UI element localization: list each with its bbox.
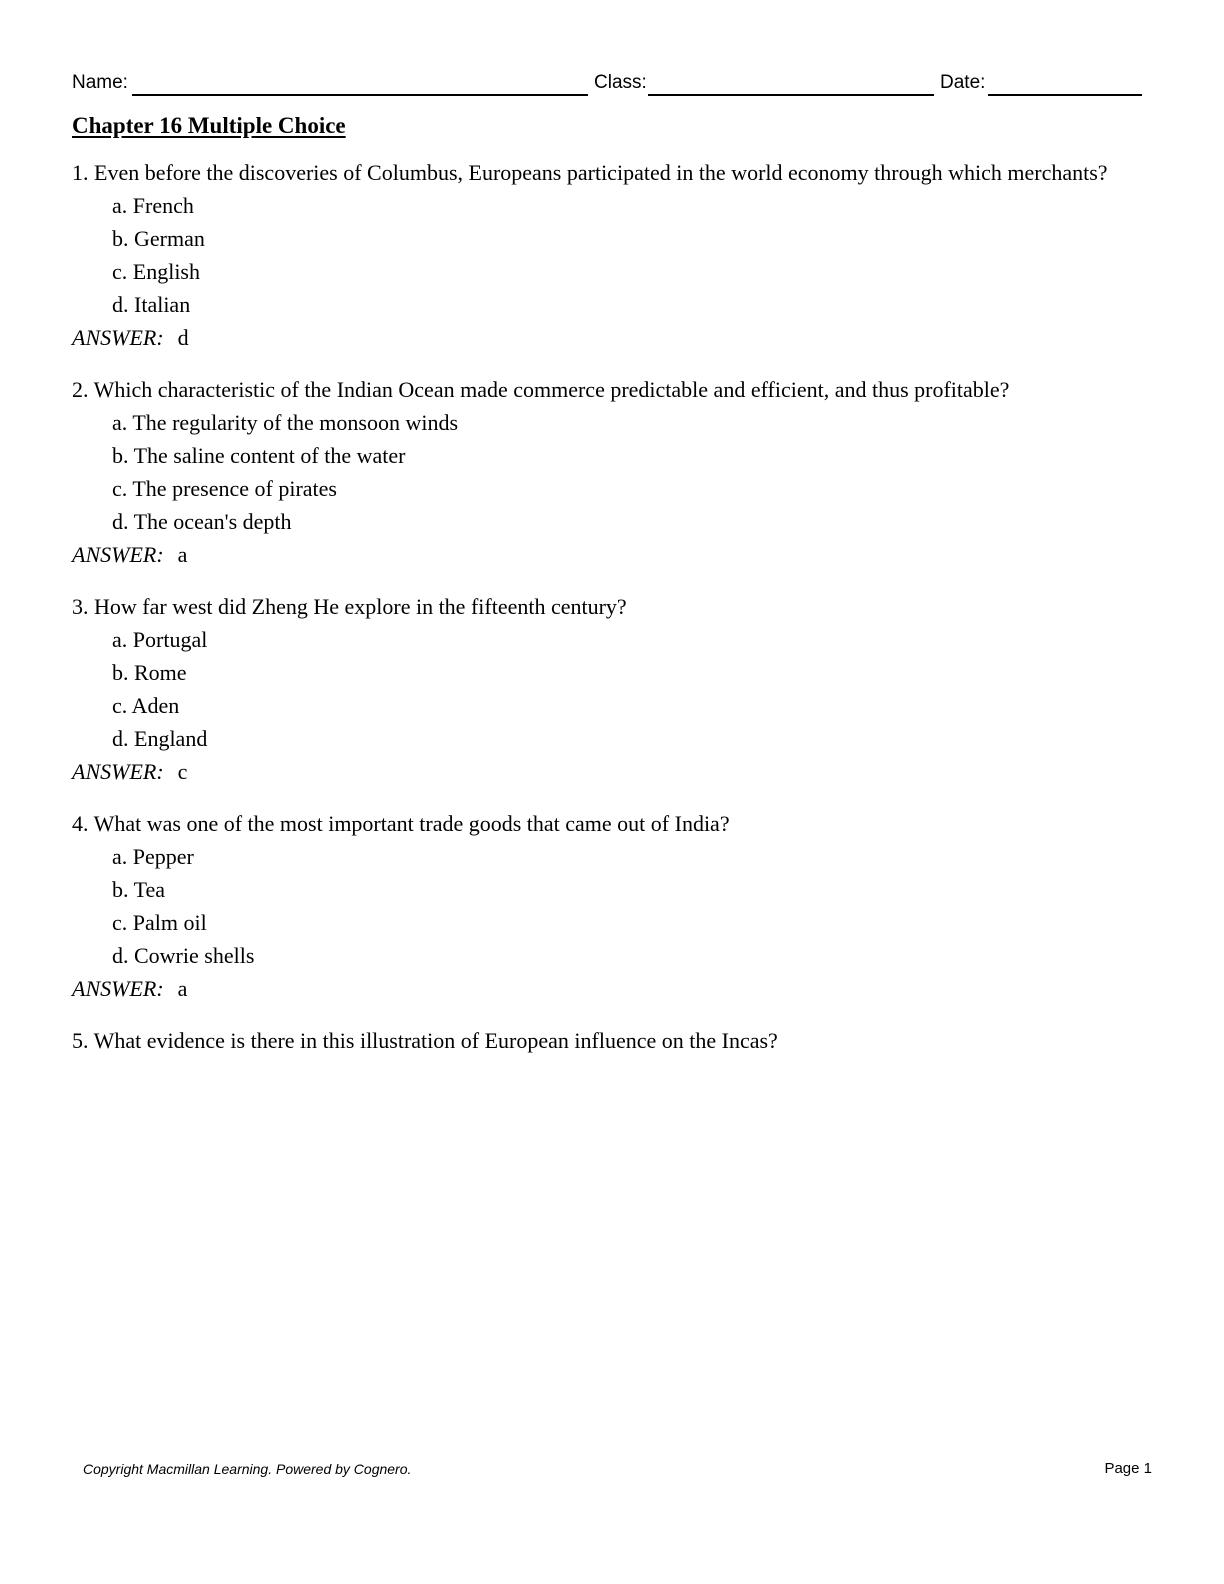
answer-label: ANSWER: xyxy=(72,759,164,784)
answer-option: d. England xyxy=(112,726,208,751)
answer-option: b. Tea xyxy=(112,877,166,902)
answer-line xyxy=(72,538,1144,571)
name-blank-line xyxy=(132,94,588,96)
answer-option: c. The presence of pirates xyxy=(112,476,337,501)
answer-option: c. Palm oil xyxy=(112,910,207,935)
question-list xyxy=(72,159,1144,1077)
answer-option: b. Rome xyxy=(112,660,187,685)
student-info-header xyxy=(72,70,1144,98)
answer-value: a xyxy=(177,542,188,567)
question-block xyxy=(72,1027,1144,1055)
answer-option: b. The saline content of the water xyxy=(112,443,406,468)
answer-label: ANSWER: xyxy=(72,542,164,567)
answer-option: c. Aden xyxy=(112,693,180,718)
answer-line xyxy=(72,321,1144,354)
question-block xyxy=(72,810,1144,1005)
question-text: 3. How far west did Zheng He explore in the fifteenth century? xyxy=(72,594,627,619)
answer-option: c. English xyxy=(112,259,200,284)
page-number: Page 1 xyxy=(1104,1460,1152,1477)
option-list xyxy=(72,406,1144,538)
answer-label: ANSWER: xyxy=(72,325,164,350)
date-label: Date: xyxy=(940,72,986,93)
option-list xyxy=(72,623,1144,755)
question-block xyxy=(72,159,1144,354)
answer-option: b. German xyxy=(112,226,205,251)
copyright-footer: Copyright Macmillan Learning. Powered by Cognero. xyxy=(83,1461,412,1477)
class-blank-line xyxy=(648,94,934,96)
answer-line xyxy=(72,755,1144,788)
answer-option: d. Italian xyxy=(112,292,191,317)
answer-label: ANSWER: xyxy=(72,976,164,1001)
question-text: 2. Which characteristic of the Indian Ocean made commerce predictable and efficient, and thus profitable? xyxy=(72,377,1010,402)
answer-line xyxy=(72,972,1144,1005)
date-blank-line xyxy=(988,94,1142,96)
question-block xyxy=(72,593,1144,788)
answer-option: a. Pepper xyxy=(112,844,194,869)
question-text: 1. Even before the discoveries of Columbus, Europeans participated in the world economy through which merchants? xyxy=(72,160,1108,185)
question-text: 5. What evidence is there in this illustration of European influence on the Incas? xyxy=(72,1028,778,1053)
class-label: Class: xyxy=(594,72,647,93)
name-label: Name: xyxy=(72,72,128,93)
answer-option: d. Cowrie shells xyxy=(112,943,255,968)
option-list xyxy=(72,840,1144,972)
answer-option: d. The ocean's depth xyxy=(112,509,292,534)
question-text: 4. What was one of the most important trade goods that came out of India? xyxy=(72,811,730,836)
answer-value: d xyxy=(177,325,189,350)
answer-value: c xyxy=(177,759,188,784)
option-list xyxy=(72,189,1144,321)
answer-option: a. French xyxy=(112,193,194,218)
question-block xyxy=(72,376,1144,571)
answer-option: a. The regularity of the monsoon winds xyxy=(112,410,459,435)
answer-value: a xyxy=(177,976,188,1001)
answer-option: a. Portugal xyxy=(112,627,208,652)
page-title: Chapter 16 Multiple Choice xyxy=(72,113,346,138)
